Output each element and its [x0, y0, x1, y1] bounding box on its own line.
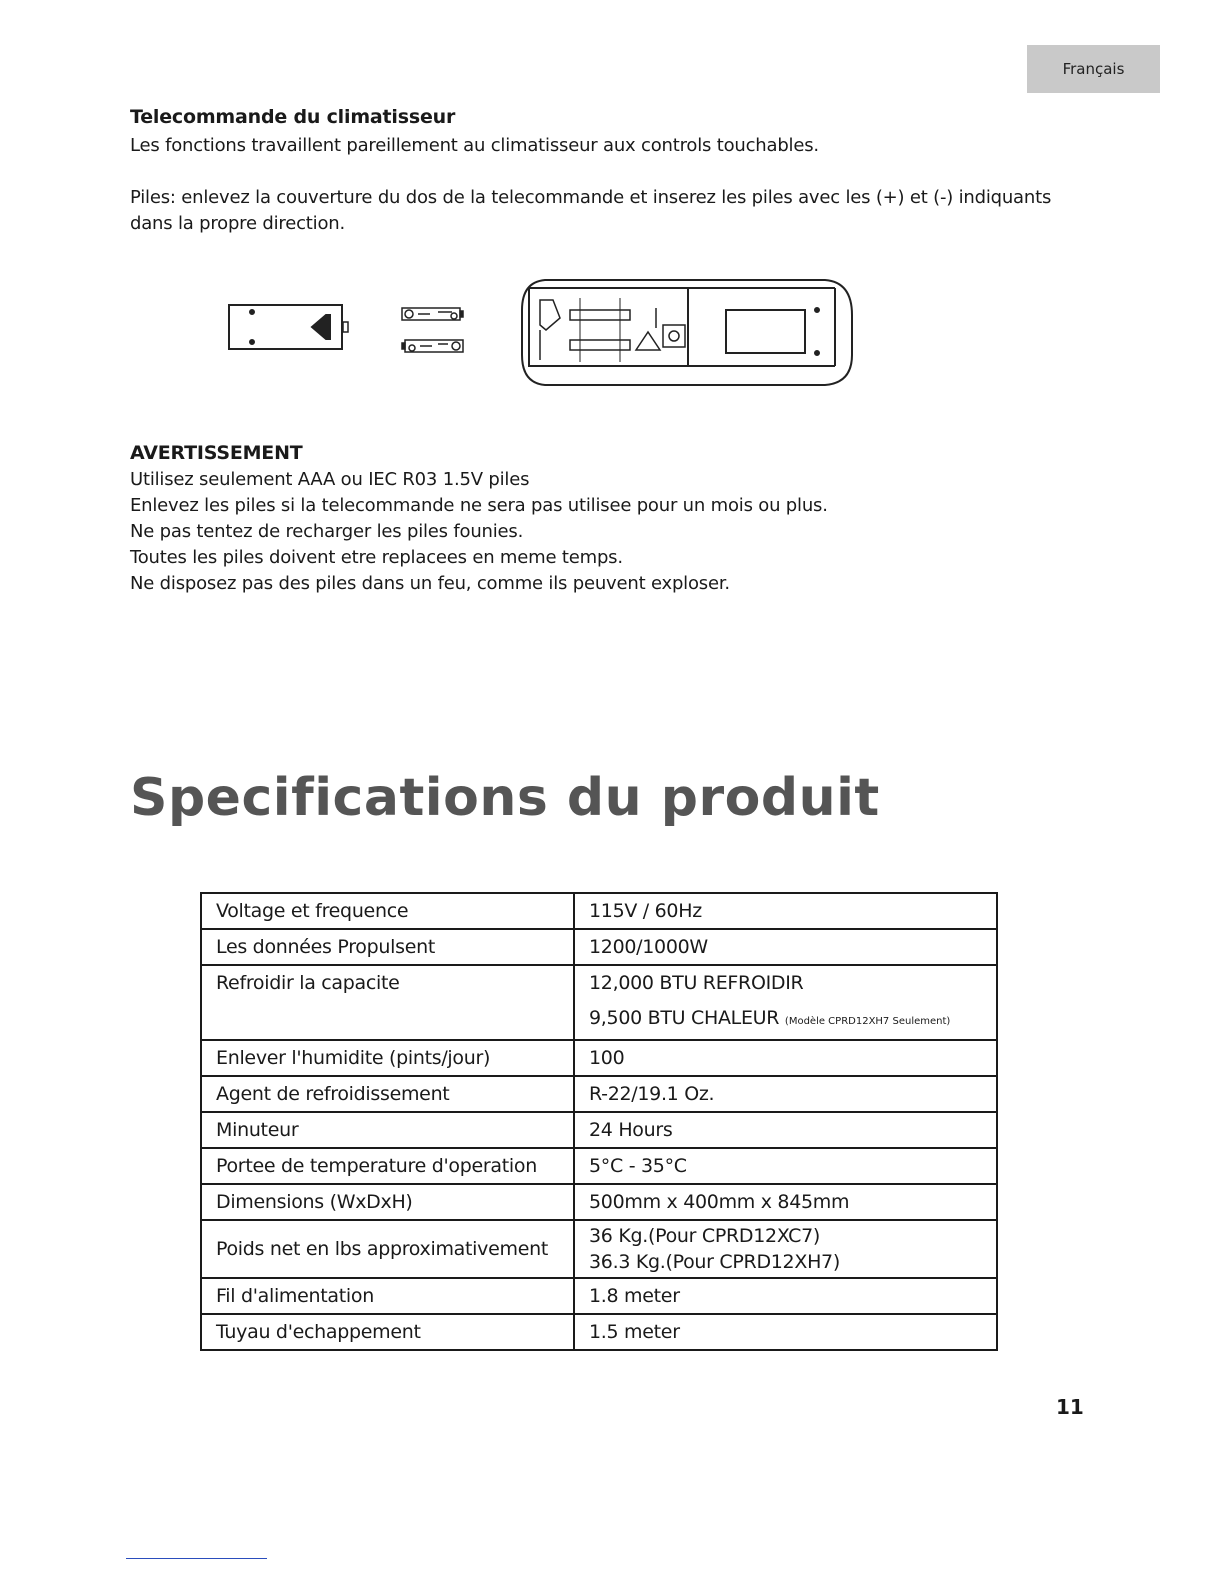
spec-label: Refroidir la capacite — [201, 965, 574, 1040]
remote-section-title: Telecommande du climatisseur — [130, 106, 456, 128]
battery-instructions-text: Piles: enlevez la couverture du dos de la telecommande et inserez les piles avec les (+) et (-) indiquants dans la propre direction. — [130, 187, 1052, 234]
warning-line: Enlevez les piles si la telecommande ne sera pas utilisee pour un mois ou plus. — [130, 495, 828, 516]
remote-back-icon — [522, 280, 852, 385]
battery-installation-illustration — [0, 270, 1224, 420]
spec-value: 1.5 meter — [574, 1314, 997, 1350]
battery-cover-icon — [229, 305, 348, 349]
remote-intro-text: Les fonctions travaillent pareillement au climatisseur aux controls touchables. — [130, 135, 819, 156]
model-note: (Modèle CPRD12XH7 Seulement) — [784, 1016, 951, 1027]
spec-label: Tuyau d'echappement — [201, 1314, 574, 1350]
table-row — [201, 1148, 997, 1184]
warning-line: Toutes les piles doivent etre replacees en meme temps. — [130, 547, 623, 568]
footer-divider — [126, 1558, 267, 1559]
specifications-table — [200, 892, 998, 1351]
spec-label: Portee de temperature d'operation — [201, 1148, 574, 1184]
warning-list — [130, 467, 1090, 597]
warning-title: AVERTISSEMENT — [130, 442, 303, 464]
specifications-title: Specifications du produit — [130, 768, 880, 828]
table-row — [201, 1112, 997, 1148]
spec-label: Les données Propulsent — [201, 929, 574, 965]
spec-label: Agent de refroidissement — [201, 1076, 574, 1112]
table-row — [201, 965, 997, 1040]
table-row — [201, 1076, 997, 1112]
page-number: 11 — [1056, 1395, 1084, 1419]
spec-value-line: 12,000 BTU REFROIDIR — [589, 972, 804, 994]
spec-value: 24 Hours — [574, 1112, 997, 1148]
spec-value-text: 9,500 BTU CHALEUR — [589, 1007, 780, 1029]
spec-value: 5°C - 35°C — [574, 1148, 997, 1184]
table-row — [201, 1314, 997, 1350]
aaa-battery-icon — [402, 308, 463, 320]
table-row — [201, 1040, 997, 1076]
spec-value — [574, 965, 997, 1040]
spec-value: 1.8 meter — [574, 1278, 997, 1314]
table-row — [201, 929, 997, 965]
spec-value-line — [589, 1003, 982, 1037]
table-row — [201, 1278, 997, 1314]
spec-label: Enlever l'humidite (pints/jour) — [201, 1040, 574, 1076]
language-tab: Français — [1027, 45, 1160, 93]
aaa-battery-icon — [402, 340, 463, 352]
spec-value: 1200/1000W — [574, 929, 997, 965]
spec-label: Minuteur — [201, 1112, 574, 1148]
table-row — [201, 893, 997, 929]
table-row — [201, 1220, 997, 1278]
spec-value — [574, 1220, 997, 1278]
spec-label: Poids net en lbs approximativement — [201, 1220, 574, 1278]
warning-line: Ne pas tentez de recharger les piles founies. — [130, 521, 524, 542]
spec-value-line: 36 Kg.(Pour CPRD12XC7) — [589, 1225, 821, 1247]
warning-line: Ne disposez pas des piles dans un feu, comme ils peuvent exploser. — [130, 573, 730, 594]
spec-value: 115V / 60Hz — [574, 893, 997, 929]
spec-value: 100 — [574, 1040, 997, 1076]
spec-label: Voltage et frequence — [201, 893, 574, 929]
warning-line: Utilisez seulement AAA ou IEC R03 1.5V piles — [130, 469, 530, 490]
spec-value-line: 36.3 Kg.(Pour CPRD12XH7) — [589, 1251, 840, 1273]
spec-label: Fil d'alimentation — [201, 1278, 574, 1314]
spec-value: 500mm x 400mm x 845mm — [574, 1184, 997, 1220]
table-row — [201, 1184, 997, 1220]
spec-label: Dimensions (WxDxH) — [201, 1184, 574, 1220]
spec-value: R-22/19.1 Oz. — [574, 1076, 997, 1112]
